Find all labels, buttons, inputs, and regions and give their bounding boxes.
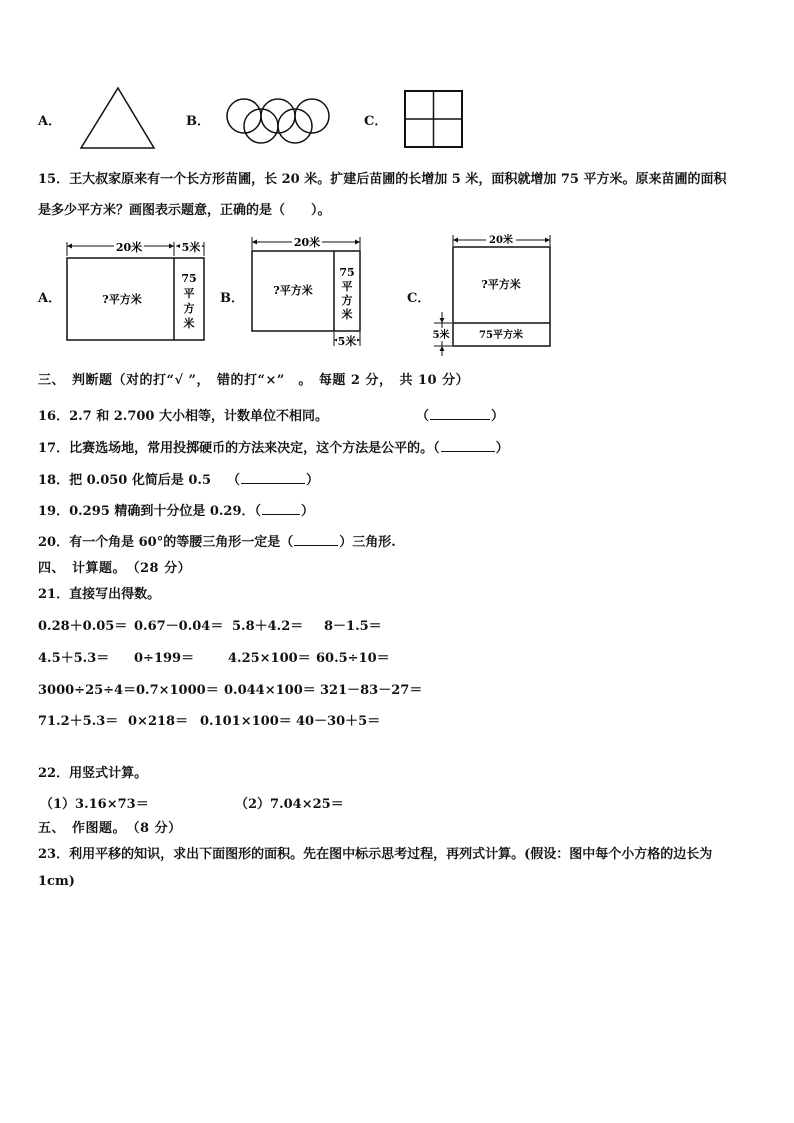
q20-text-b: 三角形. [352, 535, 396, 550]
calc-r4-c1: 71.2＋5.3＝ [38, 714, 119, 729]
calc-r4-c4: 40－30＋5＝ [296, 714, 381, 729]
fig-a-top-label: 20米 [115, 241, 143, 254]
q20-text-a: 20．有一个角是 60°的等腰三角形一定是 [38, 535, 281, 550]
calc-r2-c3: 4.25×100＝ [228, 651, 311, 666]
q20-answer-blank[interactable] [294, 534, 338, 546]
fig-b-bottom-label: 5米 [337, 335, 357, 348]
calc-r3-c1: 3000÷25÷4＝ [38, 683, 137, 698]
q15-figure-a [64, 240, 208, 344]
q19-paren-open: （ [254, 504, 262, 519]
fig-a-extra-3: 方 [183, 302, 195, 315]
q15-option-b-label: B． [220, 291, 244, 306]
calc-r1-c4: 8－1.5＝ [324, 619, 382, 634]
calc-r4-c3: 0.101×100＝ [200, 714, 292, 729]
fig-a-extra-2: 平 [183, 287, 195, 300]
q15-option-a-label: A． [38, 291, 62, 306]
calc-r1-c1: 0.28＋0.05＝ [38, 619, 128, 634]
q19-paren-close: ） [301, 504, 315, 519]
question-20 [38, 531, 396, 550]
fig-b-extra-1: 75 [339, 266, 355, 279]
calc-r3-c3: 0.044×100＝ [224, 683, 316, 698]
fig-b-extra-4: 米 [341, 308, 353, 321]
question-16 [38, 405, 504, 424]
olympic-rings-figure [224, 96, 332, 146]
calc-r2-c2: 0÷199＝ [134, 651, 195, 666]
fig-b-main-label: ?平方米 [273, 284, 313, 297]
q18-answer-blank[interactable] [241, 472, 305, 484]
q21-title: 21．直接写出得数。 [38, 587, 161, 602]
section-4-heading: 四、 计算题。 （28 分） [38, 561, 192, 576]
calc-r4-c2: 0×218＝ [128, 714, 189, 729]
section-5-heading: 五、 作图题。 （8 分） [38, 821, 182, 836]
calc-r1-c2: 0.67－0.04＝ [134, 619, 224, 634]
fig-b-extra-2: 平 [341, 280, 353, 293]
question-17 [38, 437, 509, 456]
q23-line2: 1cm) [38, 874, 75, 889]
q17-answer-blank[interactable] [441, 440, 495, 452]
q17-paren-close: ） [495, 441, 509, 456]
calc-r2-c1: 4.5＋5.3＝ [38, 651, 110, 666]
question-18 [38, 469, 319, 488]
calc-r1-c3: 5.8＋4.2＝ [232, 619, 304, 634]
question-19 [38, 500, 314, 519]
q22-item-1: （1）3.16×73＝ [40, 797, 149, 812]
q18-paren-close: ） [306, 473, 320, 488]
option-c-label: C． [364, 114, 388, 129]
fig-a-side-label: 5米 [181, 241, 201, 254]
q17-paren-open: （ [433, 441, 440, 456]
option-b-label: B． [186, 114, 210, 129]
fig-b-top-label: 20米 [293, 236, 321, 249]
q16-text: 16．2.7 和 2.700 大小相等，计数单位不相同。 [38, 409, 328, 424]
q20-paren-open: （ [280, 535, 294, 550]
option-a-label: A． [38, 114, 62, 129]
q16-paren-open: （ [416, 409, 430, 424]
q17-text: 17．比赛选场地，常用投掷硬币的方法来决定，这个方法是公平的。 [38, 441, 434, 456]
fig-a-main-label: ?平方米 [102, 293, 142, 306]
fig-c-main-label: ?平方米 [481, 278, 521, 291]
q19-text: 19．0.295 精确到十分位是 0.29． [38, 504, 255, 519]
fig-c-side-label: 5米 [432, 330, 450, 341]
calc-r3-c4: 321－83－27＝ [320, 683, 423, 698]
q16-paren-close: ） [491, 409, 505, 424]
q23-line1: 23．利用平移的知识，求出下面图形的面积。先在图中标示思考过程，再列式计算。(假设：图中每个小方格的边长为 [38, 847, 713, 862]
q19-answer-blank[interactable] [262, 503, 300, 515]
q22-item-2: （2）7.04×25＝ [235, 797, 344, 812]
calc-r3-c2: 0.7×1000＝ [136, 683, 219, 698]
q15-figure-b [248, 234, 368, 350]
q16-answer-blank[interactable] [430, 408, 490, 420]
q15-line2: 是多少平方米？画图表示题意，正确的是（ ）。 [38, 203, 331, 218]
fig-c-top-label: 20米 [489, 235, 513, 246]
square-grid-figure [403, 89, 465, 149]
q15-figure-c [428, 232, 554, 360]
q15-line1: 15．王大叔家原来有一个长方形苗圃，长 20 米。扩建后苗圃的长增加 5 米，面积就增加 75 平方米。原来苗圃的面积 [38, 172, 727, 187]
q22-title: 22．用竖式计算。 [38, 766, 148, 781]
triangle-figure [78, 86, 158, 152]
fig-c-extra-label: 75平方米 [479, 330, 523, 341]
q18-paren-open: （ [227, 473, 241, 488]
calc-r2-c4: 60.5÷10＝ [316, 651, 390, 666]
q15-option-c-label: C． [407, 291, 431, 306]
q18-text: 18．把 0.050 化简后是 0.5 [38, 473, 211, 488]
q20-paren-close: ） [339, 535, 353, 550]
fig-a-extra-4: 米 [183, 317, 195, 330]
fig-b-extra-3: 方 [341, 294, 353, 307]
fig-a-extra-1: 75 [181, 272, 197, 285]
section-3-heading: 三、 判断题（对的打“√ ”， 错的打“×” 。 每题 2 分， 共 10 分） [38, 373, 470, 388]
